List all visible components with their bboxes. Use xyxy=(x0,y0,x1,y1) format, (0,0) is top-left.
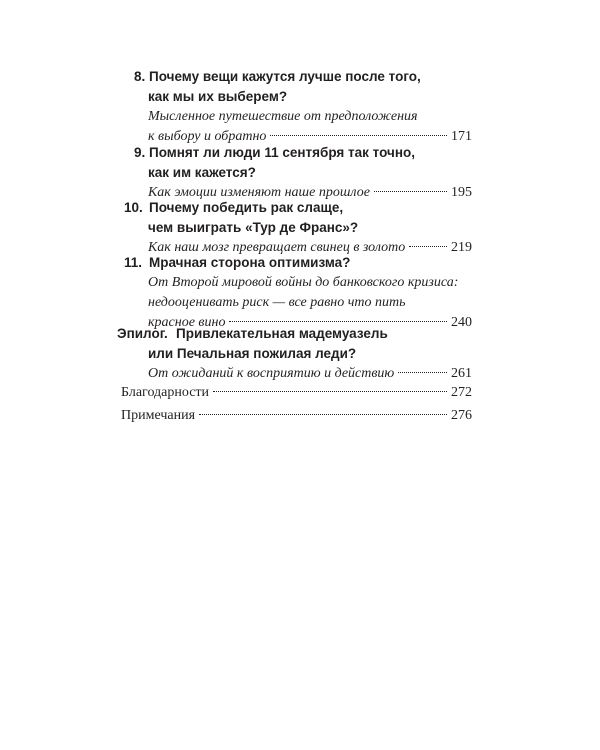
dot-leader xyxy=(374,191,447,192)
toc-entry-11 xyxy=(121,253,472,333)
chapter-number: 8. xyxy=(134,69,146,84)
page-number: 272 xyxy=(451,385,472,400)
chapter-number: Эпилог. xyxy=(117,326,168,341)
dot-leader xyxy=(199,414,447,415)
dot-leader xyxy=(213,391,447,392)
toc-heading-row xyxy=(121,67,472,87)
toc-entry-8 xyxy=(121,67,472,147)
toc-leader-row[interactable] xyxy=(121,364,472,384)
chapter-subtitle-line: к выбору и обратно xyxy=(148,129,267,144)
toc-heading-row xyxy=(121,218,472,238)
chapter-subtitle-line: недооценивать риск — все равно что пить xyxy=(148,295,406,310)
dot-leader xyxy=(409,246,447,247)
chapter-subtitle-line: Как наш мозг превращает свинец в золото xyxy=(148,240,406,255)
chapter-title-line: или Печальная пожилая леди? xyxy=(148,346,357,361)
page-number: 276 xyxy=(451,408,472,423)
chapter-title-line: Мрачная сторона оптимизма? xyxy=(149,255,351,270)
page-number: 171 xyxy=(451,129,472,144)
toc-entry-epilogue xyxy=(117,324,472,384)
chapter-title-line: чем выиграть «Тур де Франс»? xyxy=(148,220,359,235)
chapter-title-line: как мы их выберем? xyxy=(148,89,288,104)
page-number: 219 xyxy=(451,240,472,255)
page-number: 195 xyxy=(451,185,472,200)
dot-leader xyxy=(229,321,447,322)
toc-heading-row xyxy=(121,163,472,183)
chapter-title-line: Почему вещи кажутся лучше после того, xyxy=(149,69,421,84)
chapter-title-line: Почему победить рак слаще, xyxy=(149,200,344,215)
toc-heading-row xyxy=(121,253,472,273)
toc-heading-row xyxy=(121,143,472,163)
toc-entry-acknowledgements[interactable] xyxy=(121,383,472,403)
toc-entry-notes[interactable] xyxy=(121,406,472,426)
chapter-number: 11. xyxy=(124,255,143,270)
back-matter-label: Примечания xyxy=(121,408,196,423)
page-number: 240 xyxy=(451,315,472,330)
chapter-subtitle-line: От ожиданий к восприятию и действию xyxy=(148,366,395,381)
chapter-number: 10. xyxy=(124,200,143,215)
chapter-title-line: как им кажется? xyxy=(148,165,256,180)
chapter-title-line: Помнят ли люди 11 сентября так точно, xyxy=(149,145,415,160)
chapter-title-line: Привлекательная мадемуазель xyxy=(176,326,388,341)
chapter-number: 9. xyxy=(134,145,146,160)
toc-heading-row xyxy=(121,344,472,364)
toc-heading-row xyxy=(117,324,472,344)
chapter-subtitle-line: красное вино xyxy=(148,315,226,330)
toc-entry-9 xyxy=(121,143,472,203)
dot-leader xyxy=(398,372,447,373)
dot-leader xyxy=(270,135,447,136)
back-matter-label: Благодарности xyxy=(121,385,210,400)
chapter-subtitle-line: Мысленное путешествие от предположения xyxy=(148,109,418,124)
chapter-subtitle-line: От Второй мировой войны до банковского кризиса: xyxy=(148,275,459,290)
toc-heading-row xyxy=(121,198,472,218)
toc-entry-10 xyxy=(121,198,472,258)
page-number: 261 xyxy=(451,366,472,381)
toc-heading-row xyxy=(121,87,472,107)
chapter-subtitle-line: Как эмоции изменяют наше прошлое xyxy=(148,185,370,200)
